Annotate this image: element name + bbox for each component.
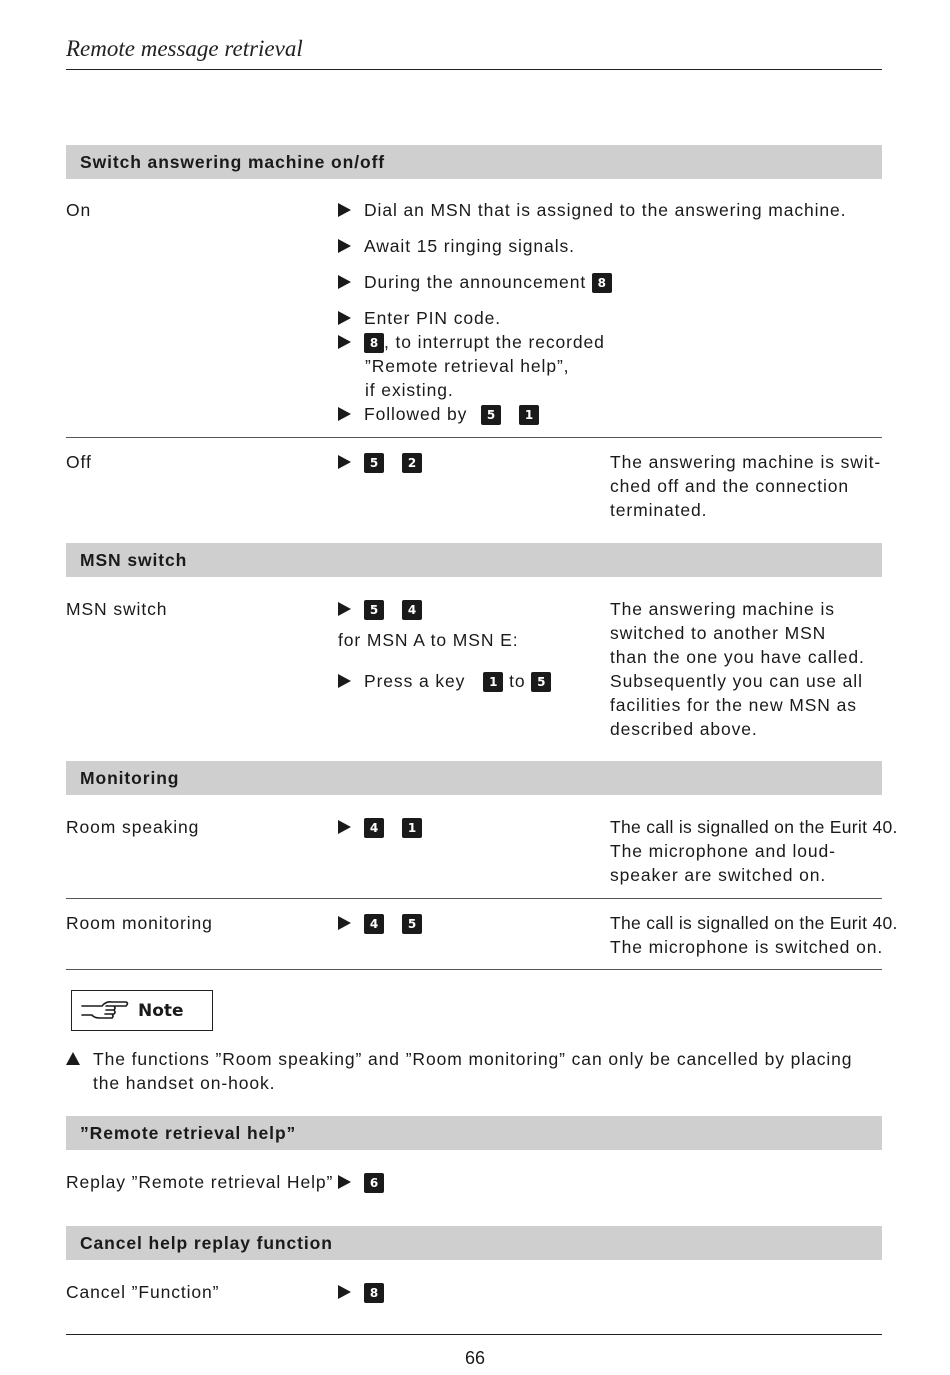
desc-msn-line6: described above. — [610, 719, 758, 739]
row-divider — [66, 969, 882, 970]
row-divider — [66, 437, 882, 438]
desc-msn-line3: than the one you have called. — [610, 647, 865, 667]
msn-for-text: for MSN A to MSN E: — [338, 630, 519, 650]
arrow-icon — [338, 1175, 351, 1189]
key-icon: 5 — [364, 453, 384, 473]
step-text: Followed by — [364, 404, 468, 424]
step-text: During the announcement — [364, 272, 587, 292]
step-followed-by — [338, 402, 539, 426]
desc-room-speaking-line2: The microphone and loud- — [610, 841, 836, 861]
key-icon: 5 — [402, 914, 422, 934]
desc-room-speaking-line3: speaker are switched on. — [610, 865, 827, 885]
step-interrupt-line3: if existing. — [365, 380, 454, 400]
row-label-room-monitoring: Room monitoring — [66, 913, 213, 933]
desc-msn-line2: switched to another MSN — [610, 623, 827, 643]
desc-msn-line5: facilities for the new MSN as — [610, 695, 857, 715]
note-label: Note — [138, 1001, 184, 1021]
note-text-line2: the handset on-hook. — [93, 1073, 276, 1093]
key-icon: 5 — [364, 600, 384, 620]
section-bar-msn: MSN switch — [66, 543, 882, 577]
step-off-keys — [338, 450, 422, 474]
arrow-icon — [338, 311, 351, 325]
note-text-line1: The functions ”Room speaking” and ”Room monitoring” can only be cancelled by placing — [93, 1049, 853, 1069]
key-icon: 1 — [519, 405, 539, 425]
step-msn-keys — [338, 597, 422, 621]
arrow-icon — [338, 455, 351, 469]
key-icon: 4 — [402, 600, 422, 620]
step-text: to — [509, 671, 526, 691]
section-bar-cancel: Cancel help replay function — [66, 1226, 882, 1260]
note-box — [71, 990, 213, 1031]
step-text: Await 15 ringing signals. — [364, 236, 575, 256]
row-label-on: On — [66, 200, 92, 220]
arrow-icon — [338, 602, 351, 616]
step-enter-pin — [338, 306, 501, 330]
note-bullet-icon — [66, 1047, 80, 1071]
key-icon: 1 — [483, 672, 503, 692]
row-divider — [66, 898, 882, 899]
section-bar-monitoring: Monitoring — [66, 761, 882, 795]
key-icon: 1 — [402, 818, 422, 838]
desc-room-monitoring-line1: The call is signalled on the Eurit 40. — [610, 913, 898, 933]
desc-room-speaking-line1: The call is signalled on the Eurit 40. — [610, 817, 898, 837]
section-bar-switch: Switch answering machine on/off — [66, 145, 882, 179]
step-text: Dial an MSN that is assigned to the answering machine. — [364, 200, 847, 220]
step-text: Enter PIN code. — [364, 308, 502, 328]
key-icon: 6 — [364, 1173, 384, 1193]
pointing-hand-icon — [80, 998, 130, 1024]
desc-msn-line4: Subsequently you can use all — [610, 671, 863, 691]
step-interrupt — [338, 330, 605, 354]
key-icon: 8 — [592, 273, 612, 293]
step-interrupt-line2: ”Remote retrieval help”, — [365, 356, 570, 376]
step-dial-msn — [338, 198, 846, 222]
arrow-icon — [338, 820, 351, 834]
arrow-icon — [338, 275, 351, 289]
row-label-room-speaking: Room speaking — [66, 817, 200, 837]
step-replay-help-key — [338, 1170, 384, 1194]
arrow-icon — [338, 239, 351, 253]
step-press-key — [338, 669, 551, 693]
key-icon: 8 — [364, 1283, 384, 1303]
key-icon: 5 — [531, 672, 551, 692]
arrow-icon — [338, 916, 351, 930]
key-icon: 5 — [481, 405, 501, 425]
desc-room-monitoring-line2: The microphone is switched on. — [610, 937, 884, 957]
step-cancel-key — [338, 1280, 384, 1304]
step-room-speaking-keys — [338, 815, 422, 839]
header-divider — [66, 69, 882, 70]
page-header-title: Remote message retrieval — [66, 36, 303, 61]
arrow-icon — [338, 203, 351, 217]
arrow-icon — [338, 407, 351, 421]
desc-off-line3: terminated. — [610, 500, 708, 520]
key-icon: 8 — [364, 333, 384, 353]
row-label-msn: MSN switch — [66, 599, 168, 619]
arrow-icon — [338, 335, 351, 349]
page-number: 66 — [464, 1348, 486, 1368]
key-icon: 4 — [364, 818, 384, 838]
step-await-signals — [338, 234, 575, 258]
row-label-cancel-function: Cancel ”Function” — [66, 1282, 220, 1302]
footer-divider — [66, 1334, 882, 1335]
desc-off-line2: ched off and the connection — [610, 476, 850, 496]
triangle-icon — [66, 1052, 80, 1065]
desc-off-line1: The answering machine is swit- — [610, 452, 882, 472]
desc-msn-line1: The answering machine is — [610, 599, 835, 619]
step-text: Press a key — [364, 671, 466, 691]
section-bar-help: ”Remote retrieval help” — [66, 1116, 882, 1150]
row-label-off: Off — [66, 452, 92, 472]
step-room-monitoring-keys — [338, 911, 422, 935]
key-icon: 2 — [402, 453, 422, 473]
arrow-icon — [338, 1285, 351, 1299]
row-label-replay-help: Replay ”Remote retrieval Help” — [66, 1172, 334, 1192]
step-text: , to interrupt the recorded — [384, 332, 605, 352]
key-icon: 4 — [364, 914, 384, 934]
arrow-icon — [338, 674, 351, 688]
step-announcement — [338, 270, 612, 294]
